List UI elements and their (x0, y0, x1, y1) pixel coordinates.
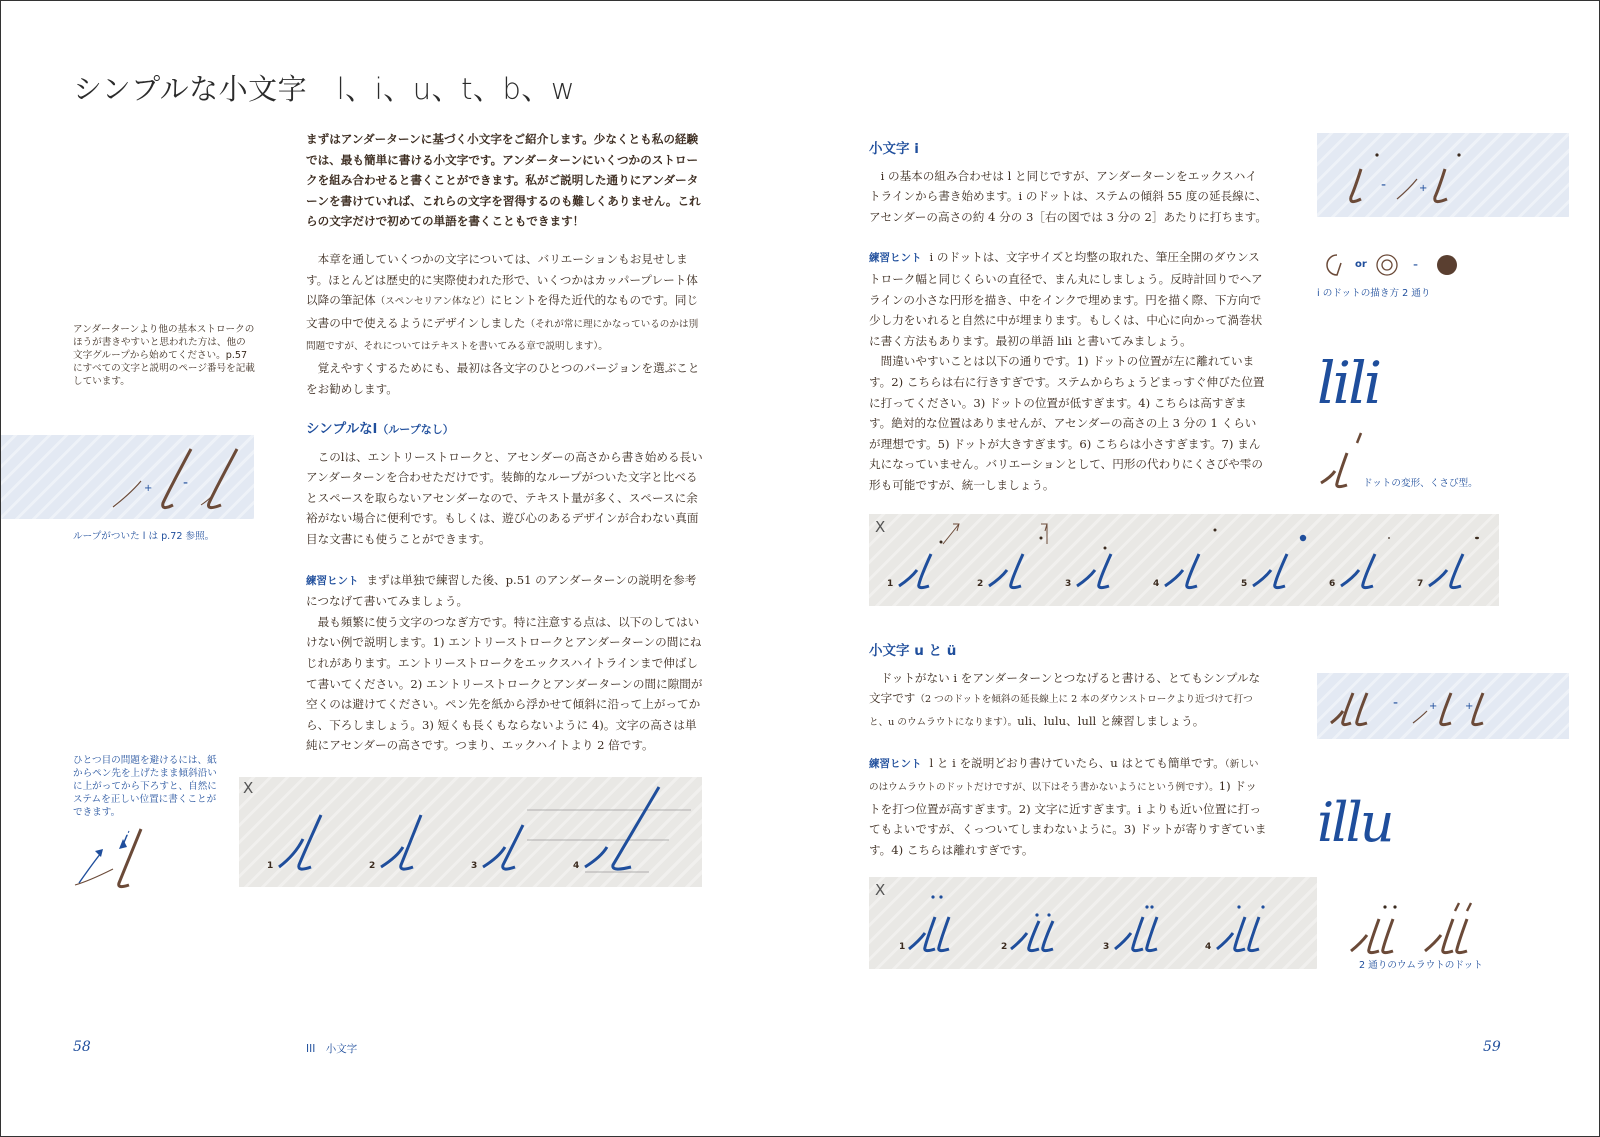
x-mark-l: X (243, 779, 254, 797)
i-section (869, 139, 1267, 496)
l-mistake-num-4: 4 (573, 861, 580, 871)
i-mistake-num-7: 7 (1417, 579, 1424, 589)
variation-text-3: 覚えやすくするためにも、最初は各文字のひとつのバージョンを選ぶことをお勧めします。 (306, 360, 700, 396)
u-heading: 小文字 u と ü (869, 643, 957, 659)
i-illustration-band (1317, 133, 1569, 217)
simple-l-heading-sub: （ループなし） (377, 423, 454, 436)
u-mistakes-band (869, 877, 1317, 969)
u-mistake-num-1: 1 (899, 942, 906, 952)
variation-small-2: （それが常に理にかなっているのかは別問題ですが、それについてはテキストを書いてみる章で説明します）。 (306, 318, 699, 353)
i-mistakes-band (869, 514, 1499, 606)
i-body2: 間違いやすいことは以下の通りです。1) ドットの位置が左に離れています。2) こちらは右に行きすぎです。ステムからちょうどまっすぐ伸びた位置に打ってください。3) ドットの位置が低すぎます。4) こちらは高すぎます。絶対的な位置はありませんが、アセンダーの高さの上 3 分の 1 くらいが理想です。5) ドットが大きすぎます。6) こちらは小さすぎます。7) まん丸になっていません。バリエーションとして、円形の代わりにくさびや雫の形も可能ですが、統一しましょう。 (869, 354, 1265, 492)
l-illustration-band (1, 435, 254, 519)
svg-text:+: + (144, 483, 153, 494)
illu-word: illu (1317, 791, 1392, 854)
u-body-end: uli、lulu、lull と練習しましょう。 (1017, 713, 1205, 728)
svg-text:-: - (1393, 695, 1399, 711)
stroke-direction-illustration (73, 823, 153, 893)
folio-right: 59 (1483, 1039, 1501, 1055)
simple-l-body: このlは、エントリーストロークと、アセンダーの高さから書き始める長いアンダーターンを合わせただけです。装飾的なループがついた文字と比べるとスペースを取らないアセンダーなので、テキスト量が多く、スペースに余裕がない場合に便利です。もしくは、遊び心のあるデザインが合わない真面目な文書にも使うことができます。 (306, 449, 703, 546)
page-title: シンプルな小文字 l、i、u、t、b、w (73, 72, 576, 106)
u-mistake-num-3: 3 (1103, 942, 1110, 952)
lili-word: lili (1317, 349, 1380, 417)
l-mistake-num-3: 3 (471, 861, 478, 871)
folio-left: 58 (73, 1039, 91, 1055)
i-heading: 小文字 i (869, 141, 919, 157)
wedge-caption: ドットの変形、くさび型。 (1363, 478, 1478, 489)
i-mistake-num-5: 5 (1241, 579, 1248, 589)
svg-text:+: + (1419, 183, 1428, 194)
i-hint: i のドットは、文字サイズと均整の取れた、筆圧全開のダウンストローク幅と同じくらいの直径で、まん丸にしましょう。反時計回りでヘアラインの小さな円形を描き、中をインクで埋めます。円を描く際、下方向で少し力をいれると自然に中が埋まります。もしくは、中心に向かって渦巻状に書く方法もあります。最初の単語 lili と書いてみましょう。 (869, 250, 1263, 348)
simple-l-body2: 最も頻繁に使う文字のつなぎ方です。特に注意する点は、以下のしてはいけない例で説明します。1) エントリーストロークとアンダーターンの間にねじれがあります。エントリーストロークをエックスハイトラインまで伸ばして書いてください。2) エントリーストロークとアンダーターンの間に隙間が空くのは避けてください。ペン先を紙から浮かせて傾斜に沿って上がってから、下ろしましょう。3) 短くも長くもならないように 4)。文字の高さは単純にアセンダーの高さです。つまり、エックハイトより 2 倍です。 (306, 614, 703, 753)
u-mistakes-illustration (869, 877, 1317, 969)
svg-text:-: - (1413, 257, 1419, 273)
wedge-dot-illustration (1317, 431, 1367, 491)
intro-paragraph (306, 129, 704, 232)
l-mistake-num-1: 1 (267, 861, 274, 871)
u-hint-small: （新しいのはウムラウトのドットだけですが、以下はそう書かないようにという例です）。 (869, 759, 1259, 793)
svg-text:+: + (1429, 701, 1438, 712)
variation-small-1: （スペンセリアン体など） (375, 296, 491, 308)
l-loop-caption: ループがついた l は p.72 参照。 (73, 531, 215, 542)
i-mistakes-illustration (869, 514, 1499, 606)
l-stroke-illustration (1, 435, 254, 519)
simple-l-hint-label: 練習ヒント (306, 574, 359, 587)
u-illustration-band (1317, 673, 1569, 739)
i-mistake-num-2: 2 (977, 579, 984, 589)
margin-note-first-problem: ひとつ目の問題を避けるには、紙からペン先を上げたまま傾斜沿いに上がってから下ろすと、自然にステムを正しい位置に書くことができます。 (73, 755, 217, 818)
simple-l-hint: まずは単独で練習した後、p.51 のアンダーターンの説明を参考につなげて書いてみましょう。 (306, 572, 697, 609)
variation-paragraph (306, 249, 704, 399)
u-hint-end: 1) ドットを打つ位置が高すぎます。2) 文字に近すぎます。i よりも近い位置に打ってもよいですが、くっついてしまわないように。3) ドットが寄りすぎています。4) こちらは離れすぎです。 (869, 778, 1267, 857)
u-section (869, 641, 1267, 860)
x-mark-i: X (875, 518, 886, 536)
i-mistake-num-4: 4 (1153, 579, 1160, 589)
u-hint-label: 練習ヒント (869, 758, 922, 771)
i-stroke-illustration (1317, 133, 1569, 217)
u-stroke-illustration (1317, 673, 1569, 739)
l-mistakes-illustration (239, 777, 702, 887)
u-body-small: （2 つのドットを傾斜の延長線上に 2 本のダウンストロークより近づけて打つと、u のウムラウトになります）。 (869, 694, 1253, 728)
u-mistake-num-4: 4 (1205, 942, 1212, 952)
i-mistake-num-1: 1 (887, 579, 894, 589)
u-body: ドットがない i をアンダーターンとつなげると書ける、とてもシンプルな文字です (869, 670, 1261, 706)
u-hint: l と i を説明どおり書けていたら、u はとても簡単です。 (929, 756, 1225, 771)
margin-note-other-groups: アンダーターンより他の基本ストロークのほうが書きやすいと思われた方は、他の文字グループから始めてください。p.57 にすべての文字と説明のページ番号を記載しています。 (73, 324, 255, 387)
l-mistakes-band (239, 777, 702, 887)
u-mistake-num-2: 2 (1001, 942, 1008, 952)
umlaut-variants-illustration (1347, 899, 1487, 957)
dot-caption: i のドットの描き方 2 通り (1317, 288, 1431, 299)
running-head: III 小文字 (306, 1043, 358, 1055)
i-mistake-num-6: 6 (1329, 579, 1336, 589)
l-mistake-num-2: 2 (369, 861, 376, 871)
variation-text-2: にヒントを得た近代的なものです。同じ文書の中で使えるようにデザインしました (306, 293, 699, 330)
svg-text:-: - (183, 475, 189, 491)
intro-text: まずはアンダーターンに基づく小文字をご紹介します。少なくとも私の経験では、最も簡単に書ける小文字です。アンダーターンにいくつかのストロークを組み合わせると書くことができます。私がご説明した通りにアンダーターンを書けていれば、これらの文字を習得するのも難しくありません。これらの文字だけで初めての単語を書くこともできます！ (306, 132, 701, 229)
dot-drawing-illustration (1317, 249, 1497, 283)
svg-text:-: - (1381, 177, 1387, 193)
simple-l-heading: シンプルなl (306, 421, 378, 437)
x-mark-u: X (875, 881, 886, 899)
simple-l-section (306, 419, 704, 756)
i-mistake-num-3: 3 (1065, 579, 1072, 589)
i-hint-label: 練習ヒント (869, 252, 922, 265)
svg-text:+: + (1465, 701, 1474, 712)
i-body: i の基本の組み合わせは l と同じですが、アンダーターンをエックスハイトラインから書き始めます。i のドットは、ステムの傾斜 55 度の延長線に、アセンダーの高さの約 4 分の 3［右の図では 3 分の 2］あたりに打ちます。 (869, 168, 1267, 224)
variation-text-1: 本章を通していくつかの文字については、バリエーションもお見せします。ほとんどは歴史的に実際使われた形で、いくつかはカッパープレート体以降の筆記体 (306, 252, 698, 308)
umlaut-caption: 2 通りのウムラウトのドット (1359, 960, 1483, 971)
dot-or-text: or (1355, 259, 1367, 270)
